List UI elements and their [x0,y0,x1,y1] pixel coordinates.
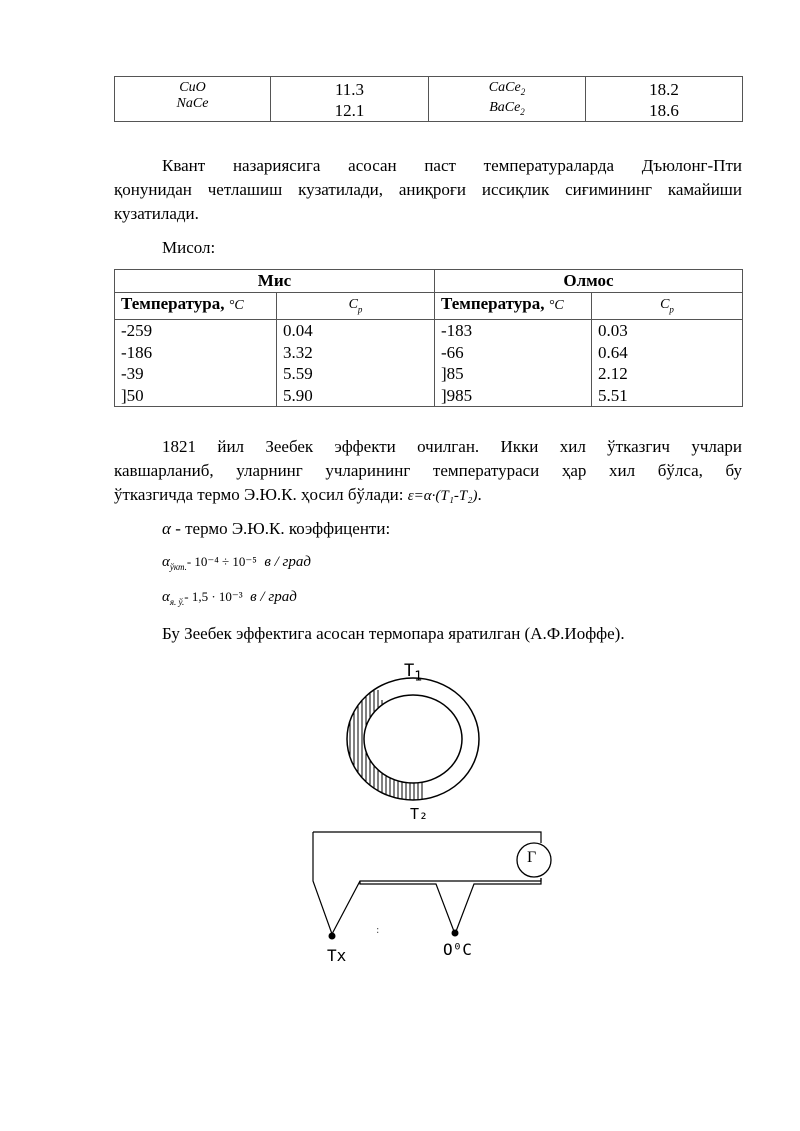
svg-text::: : [376,925,380,936]
table-value: 3.32 [283,342,313,362]
table-value: 5.90 [283,385,313,405]
junction-dot [329,933,336,940]
ring-hatching [350,690,422,805]
table-value: -186 [121,342,153,362]
table-value: ]85 [441,364,464,384]
circuit-wire [313,832,541,934]
table-value: -183 [441,321,473,341]
table-value: 0.64 [598,342,628,362]
alpha-metal-formula: $\alpha_{ўкт.}-$ 10⁻⁴ ÷ 10⁻⁵ в / град [162,554,311,572]
table-value: 0.03 [598,321,628,341]
circuit-wire [313,832,541,843]
table-value: 5.51 [598,385,628,405]
table-value: 0.04 [283,321,313,341]
alpha-definition: α - термо Э.Ю.К. коэффиценти: [162,519,391,538]
zero-celsius-label: O⁰C [443,940,472,959]
thermocouple-paragraph: Бу Зеебек эффектига асосан термопара яратилган (А.Ф.Иоффе). [162,624,625,643]
paragraph-line: ўтказгичда термо Э.Ю.К. ҳосил бўлади: ε=α·(T₁-T₂). [114,485,482,504]
table-value: -39 [121,364,144,384]
group-header-olmos: Олмос [435,270,743,293]
table-value: 5.59 [283,364,313,384]
paragraph-line: қонунидан четлашиш кузатилади, аниқроғи иссиқлик сиғимининг камайиши [114,180,742,199]
temp-header: Температура, °C [435,293,592,320]
table-value: -259 [121,321,153,341]
compound-name: CuO [179,80,206,95]
temp-header: Температура, °C [115,293,277,320]
compound-name: NaCe [176,96,209,111]
cp-header: $C_p$ [277,293,435,320]
table-value: -66 [441,342,464,362]
alpha-semiconductor-formula: $\alpha_{я. ў.}-$ 1,5 · 10⁻³ в / град [162,589,297,607]
junction-dot [452,930,459,937]
example-label: Мисол: [162,238,216,257]
compound-value: 18.6 [649,101,679,120]
tx-label: Tx [327,946,347,965]
table-value: ]985 [441,385,473,405]
compound-name: BaCe$_2$ [489,99,525,117]
table-value: ]50 [121,385,144,405]
compound-value: 11.3 [334,80,365,99]
paragraph-line: 1821 йил Зеебек эффекти очилган. Икки хил ўтказгич учлари [162,437,742,456]
emf-formula: ε=α·(T₁-T₂) [407,488,478,504]
group-header-mis: Мис [115,270,435,293]
t2-label: T₂ [410,805,429,823]
ring-outer [347,678,479,800]
ring-inner [364,695,462,783]
compound-name: CaCe$_2$ [488,80,526,97]
compound-value: 12.1 [334,101,365,120]
paragraph-line: кавшарланиб, уларнинг учларининг температураси ҳар хил бўлса, бу [114,461,742,480]
paragraph-line: Квант назариясига асосан паст температураларда Дъюлонг-Пти [162,156,742,175]
cp-header: $C_p$ [592,293,743,320]
circuit-wire [360,878,541,934]
compound-value: 18.2 [649,80,679,99]
t1-label: $T_1$ [404,661,423,685]
galvanometer-label: Г [527,849,537,866]
paragraph-line: кузатилади. [114,204,199,223]
table-value: 2.12 [598,364,628,384]
